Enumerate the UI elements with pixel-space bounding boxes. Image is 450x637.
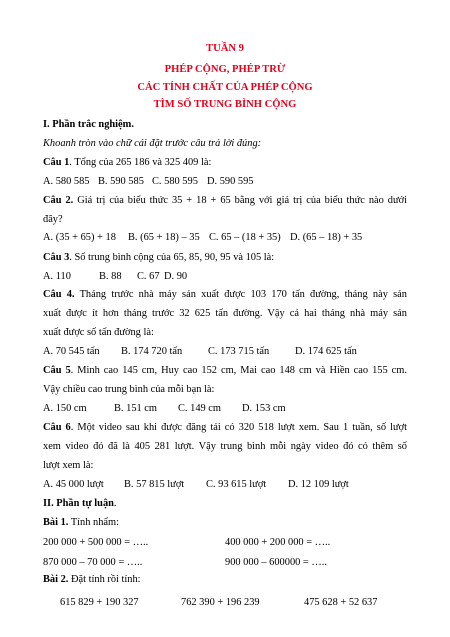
q6-line3: lượt xem là:	[43, 460, 94, 471]
heading-topic-1: PHÉP CỘNG, PHÉP TRỪ	[164, 64, 286, 75]
b1-stem: Tính nhẩm:	[68, 517, 120, 528]
q5-line2: Vậy chiều cao trung bình của mỗi bạn là:	[43, 384, 215, 395]
section2-title-end: .	[113, 498, 117, 509]
q5-option-b[interactable]: B. 151 cm	[114, 403, 158, 414]
q1-label: Câu 1	[43, 157, 70, 168]
b2-item-1: 615 829 + 190 327	[60, 597, 139, 608]
heading-topic-2: CÁC TÍNH CHẤT CỦA PHÉP CỘNG	[137, 82, 313, 93]
q3-stem: . Số trung bình cộng của 65, 85, 90, 95 và 105 là:	[69, 252, 275, 263]
q4-option-c[interactable]: C. 173 715 tấn	[208, 346, 270, 357]
q1-stem: . Tổng của 265 186 và 325 409 là:	[69, 157, 212, 168]
q2-option-d[interactable]: D. (65 – 18) + 35	[290, 232, 363, 243]
q3-option-d[interactable]: D. 90	[164, 271, 188, 282]
section1-instruction: Khoanh tròn vào chữ cái đặt trước câu trả lời đúng:	[43, 138, 262, 149]
q4-line2: xuất được ít hơn tháng trước 32 625 tấn đường. Vậy cả hai tháng nhà máy sản	[43, 308, 407, 319]
b2-item-3: 475 628 + 52 637	[304, 597, 378, 608]
heading-topic-3: TÌM SỐ TRUNG BÌNH CỘNG	[153, 99, 297, 110]
b1-item-2: 400 000 + 200 000 = …..	[225, 537, 331, 548]
q6-option-c[interactable]: C. 93 615 lượt	[206, 479, 267, 490]
b1-item-3: 870 000 – 70 000 = …..	[43, 557, 143, 568]
q3-text	[43, 252, 274, 263]
q2-line1	[43, 195, 407, 206]
q5-option-a[interactable]: A. 150 cm	[43, 403, 87, 414]
b2-item-2: 762 390 + 196 239	[181, 597, 260, 608]
q2-option-b[interactable]: B. (65 + 18) – 35	[128, 232, 200, 243]
section2-title	[43, 498, 117, 509]
q6-label: Câu 6	[43, 422, 71, 433]
q2-line2: đây?	[43, 214, 63, 225]
q2-option-c[interactable]: C. 65 – (18 + 35)	[209, 232, 281, 243]
b1-label: Bài 1.	[43, 517, 69, 528]
q5-stem-1: . Minh cao 145 cm, Huy cao 152 cm, Mai cao 148 cm và Hiền cao 155 cm.	[70, 365, 407, 376]
b2-stem: Đặt tính rồi tính:	[68, 574, 141, 585]
q5-option-c[interactable]: C. 149 cm	[178, 403, 222, 414]
b1-item-4: 900 000 – 600000 = …..	[225, 557, 327, 568]
q4-line3: xuất được số tấn đường là:	[43, 327, 154, 338]
q4-line1	[43, 289, 407, 300]
q2-stem-1: Giá trị của biểu thức 35 + 18 + 65 bằng với giá trị của biểu thức nào dưới	[73, 195, 407, 206]
section2-title-text: II. Phần tự luận	[43, 498, 114, 509]
section1-title: I. Phần trắc nghiệm.	[43, 119, 134, 130]
q5-line1	[43, 365, 407, 376]
q6-stem-1: . Một video sau khi được đăng tải có 320 518 lượt xem. Sau 1 tuần, số lượt	[70, 422, 407, 433]
q6-option-a[interactable]: A. 45 000 lượt	[43, 479, 104, 490]
q4-label: Câu 4.	[43, 289, 75, 300]
q6-line2: xem video đó đã là 405 281 lượt. Vậy trung bình mỗi ngày video đó có thêm số	[43, 441, 407, 452]
q1-text	[43, 157, 211, 168]
q6-option-b[interactable]: B. 57 815 lượt	[124, 479, 185, 490]
b2-text	[43, 574, 141, 585]
b1-item-1: 200 000 + 500 000 = …..	[43, 537, 149, 548]
q2-option-a[interactable]: A. (35 + 65) + 18	[43, 232, 116, 243]
b2-label: Bài 2.	[43, 574, 69, 585]
q3-option-c[interactable]: C. 67	[137, 271, 160, 282]
q3-option-b[interactable]: B. 88	[99, 271, 122, 282]
q3-option-a[interactable]: A. 110	[43, 271, 71, 282]
q3-label: Câu 3	[43, 252, 70, 263]
q2-label: Câu 2.	[43, 195, 74, 206]
q6-option-d[interactable]: D. 12 109 lượt	[288, 479, 349, 490]
q1-option-c[interactable]: C. 580 595	[152, 176, 198, 187]
q5-option-d[interactable]: D. 153 cm	[242, 403, 286, 414]
q4-stem-1: Tháng trước nhà máy sản xuất được 103 170 tấn đường, tháng này sản	[74, 289, 407, 300]
q5-label: Câu 5	[43, 365, 71, 376]
heading-week: TUẦN 9	[206, 43, 244, 54]
q1-option-b[interactable]: B. 590 585	[98, 176, 144, 187]
q4-option-b[interactable]: B. 174 720 tấn	[121, 346, 183, 357]
q6-line1	[43, 422, 407, 433]
q4-option-d[interactable]: D. 174 625 tấn	[295, 346, 357, 357]
q4-option-a[interactable]: A. 70 545 tấn	[43, 346, 100, 357]
q1-option-a[interactable]: A. 580 585	[43, 176, 90, 187]
q1-option-d[interactable]: D. 590 595	[207, 176, 254, 187]
b1-text	[43, 517, 119, 528]
